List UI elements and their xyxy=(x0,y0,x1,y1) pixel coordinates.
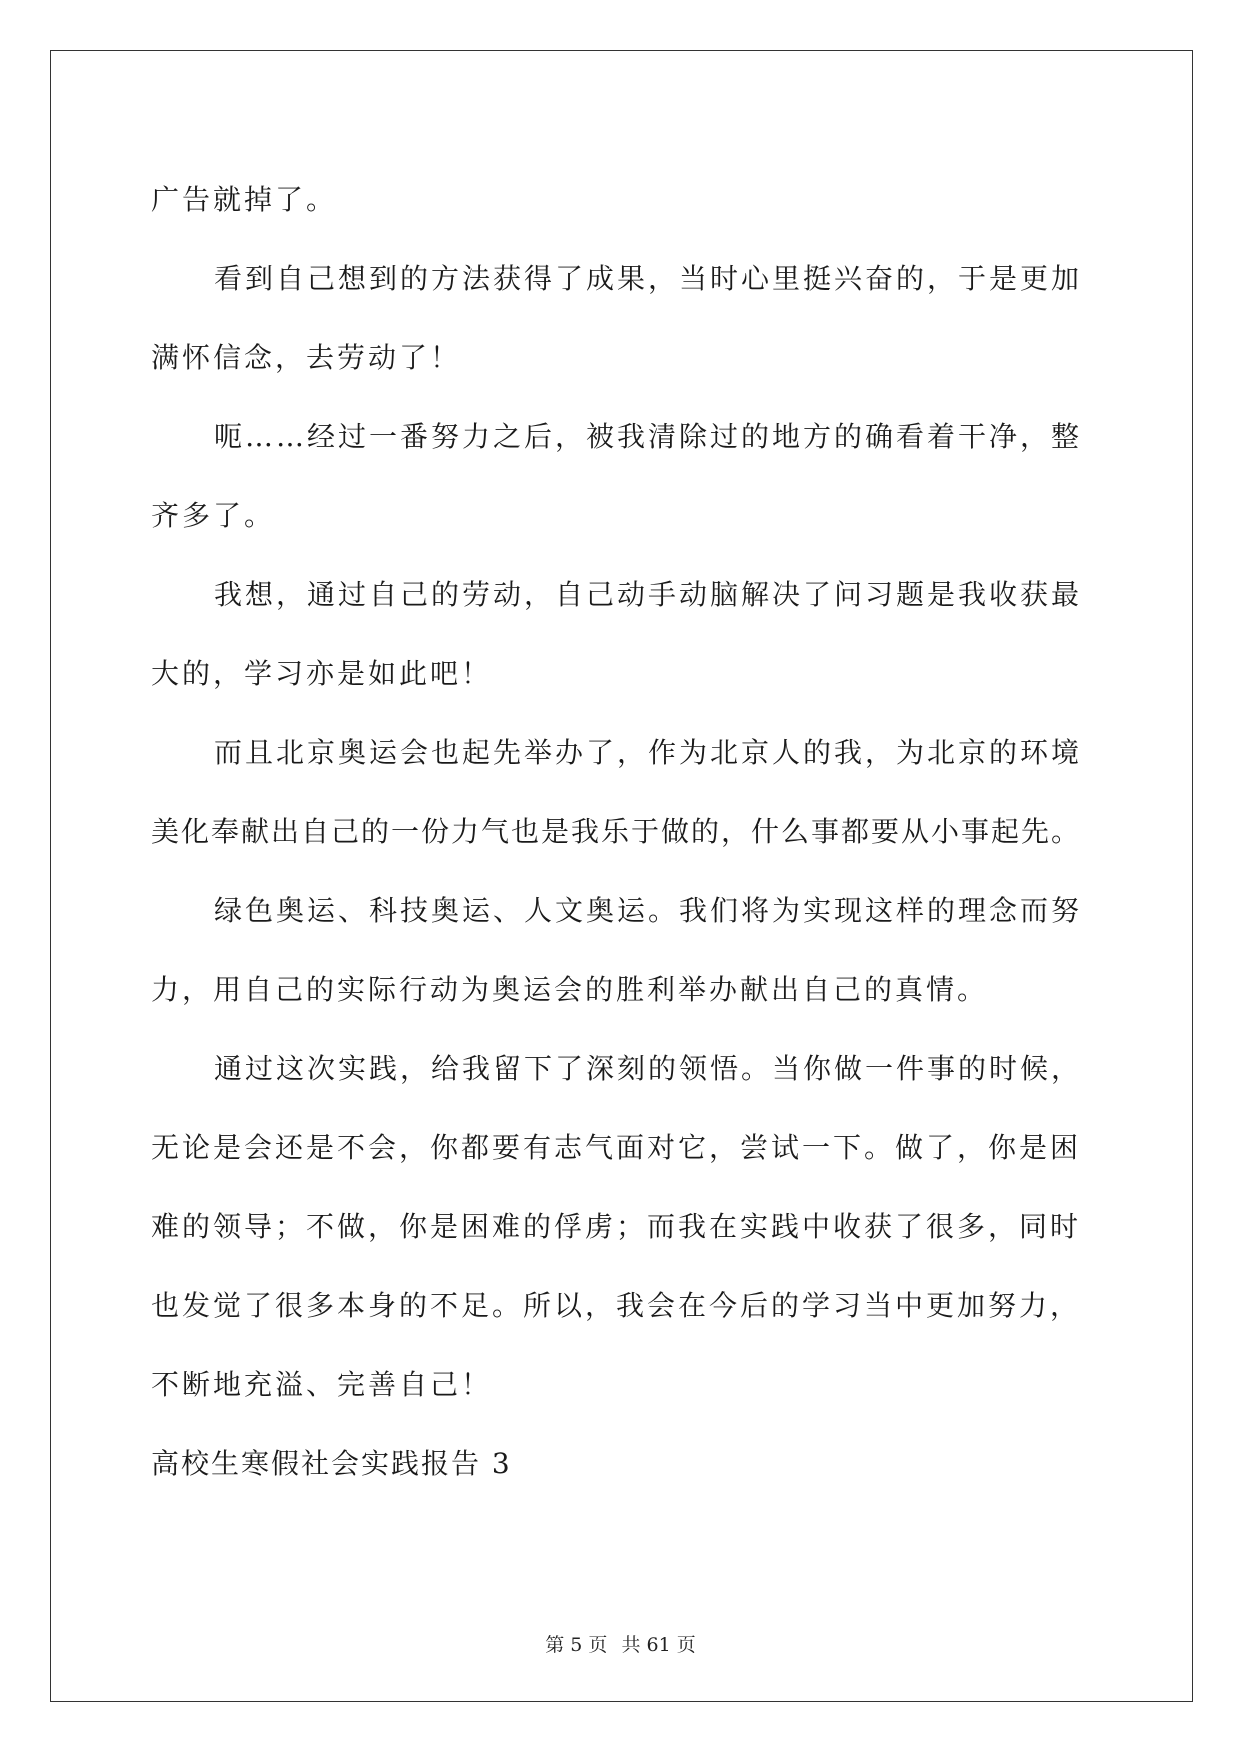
text-line-2: 看到自己想到的方法获得了成果，当时心里挺兴奋的，于是更加 xyxy=(214,262,1083,295)
text-line-9: 美化奉献出自己的一份力气也是我乐于做的，什么事都要从小事起先。 xyxy=(151,815,1082,848)
page-total: 共 61 页 xyxy=(621,1634,696,1656)
text-line-7: 大的，学习亦是如此吧！ xyxy=(151,657,493,690)
section-heading: 高校生寒假社会实践报告 3 xyxy=(151,1447,512,1480)
text-line-15: 也发觉了很多本身的不足。所以，我会在今后的学习当中更加努力， xyxy=(151,1289,1082,1322)
text-line-11: 力，用自己的实际行动为奥运会的胜利举办献出自己的真情。 xyxy=(151,973,989,1006)
text-line-10: 绿色奥运、科技奥运、人文奥运。我们将为实现这样的理念而努 xyxy=(214,894,1083,927)
text-line-1: 广告就掉了。 xyxy=(151,183,338,216)
text-line-4: 呃……经过一番努力之后，被我清除过的地方的确看着干净，整 xyxy=(214,420,1083,453)
text-line-3: 满怀信念，去劳动了！ xyxy=(151,341,462,374)
page-footer xyxy=(0,1630,1241,1657)
document-body xyxy=(151,160,1111,1503)
text-line-12: 通过这次实践，给我留下了深刻的领悟。当你做一件事的时候， xyxy=(214,1052,1083,1085)
text-line-8: 而且北京奥运会也起先举办了，作为北京人的我，为北京的环境 xyxy=(214,736,1083,769)
text-line-5: 齐多了。 xyxy=(151,499,276,532)
text-line-16: 不断地充溢、完善自己！ xyxy=(151,1368,493,1401)
page-number: 第 5 页 xyxy=(545,1634,608,1656)
text-line-14: 难的领导；不做，你是困难的俘虏；而我在实践中收获了很多，同时 xyxy=(151,1210,1082,1243)
text-line-6: 我想，通过自己的劳动，自己动手动脑解决了问习题是我收获最 xyxy=(214,578,1083,611)
text-line-13: 无论是会还是不会，你都要有志气面对它，尝试一下。做了，你是困 xyxy=(151,1131,1082,1164)
